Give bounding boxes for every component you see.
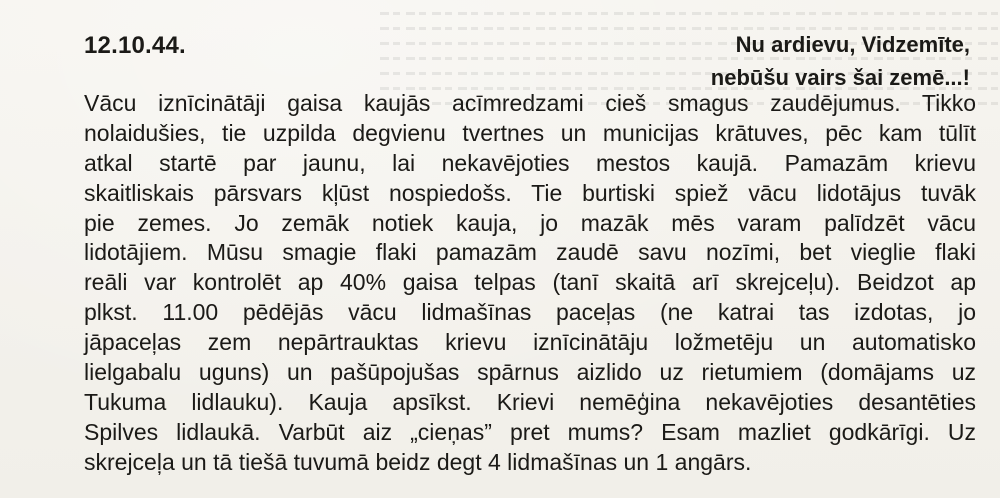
body-line: pie zemes. Jo zemāk notiek kauja, jo mazāk mēs varam palīdzēt vācu	[84, 209, 976, 236]
body-line: skrejceļa un tā tiešā tuvumā beidz degt 4 lidmašīnas un 1 angārs.	[84, 448, 752, 475]
entry-date: 12.10.44.	[84, 32, 186, 59]
body-paragraph	[84, 89, 976, 478]
body-line: atkal startē par jaunu, lai nekavējoties mestos kaujā. Pamazām krievu	[84, 149, 976, 176]
body-line: plkst. 11.00 pēdējās vācu lidmašīnas paceļas (ne katrai tas izdotas, jo	[84, 299, 976, 326]
body-line: nolaidušies, tie uzpilda degvienu tvertnes un municijas krātuves, pēc kam tūlīt	[84, 119, 976, 146]
heading-line-2: nebūšu vairs šai zemē...!	[710, 65, 970, 90]
heading-line-1: Nu ardievu, Vidzemīte,	[735, 32, 970, 57]
entry-heading	[711, 28, 970, 94]
body-line: lielgabalu uguns) un pašūpojušas spārnus aizlido uz rietumiem (domājams uz	[84, 359, 976, 386]
body-line: skaitliskais pārsvars kļūst nospiedošs. Tie burtiski spiež vācu lidotājus tuvāk	[84, 179, 976, 206]
body-line: Spilves lidlaukā. Varbūt aiz „cieņas” pret mums? Esam mazliet godkārīgi. Uz	[84, 418, 976, 445]
body-line: Vācu iznīcinātāji gaisa kaujās acīmredzami cieš smagus zaudējumus. Tikko	[84, 90, 976, 116]
body-line: jāpaceļas zem nepārtrauktas krievu iznīcinātāju ložmetēju un automatisko	[84, 329, 976, 356]
body-line: reāli var kontrolēt ap 40% gaisa telpas (tanī skaitā arī skrejceļu). Beidzot ap	[84, 269, 976, 296]
body-line: Tukuma lidlauku). Kauja apsīkst. Krievi nemēģina nekavējoties desantēties	[84, 388, 976, 415]
body-line: lidotājiem. Mūsu smagie flaki pamazām zaudē savu nozīmi, bet vieglie flaki	[84, 239, 976, 266]
